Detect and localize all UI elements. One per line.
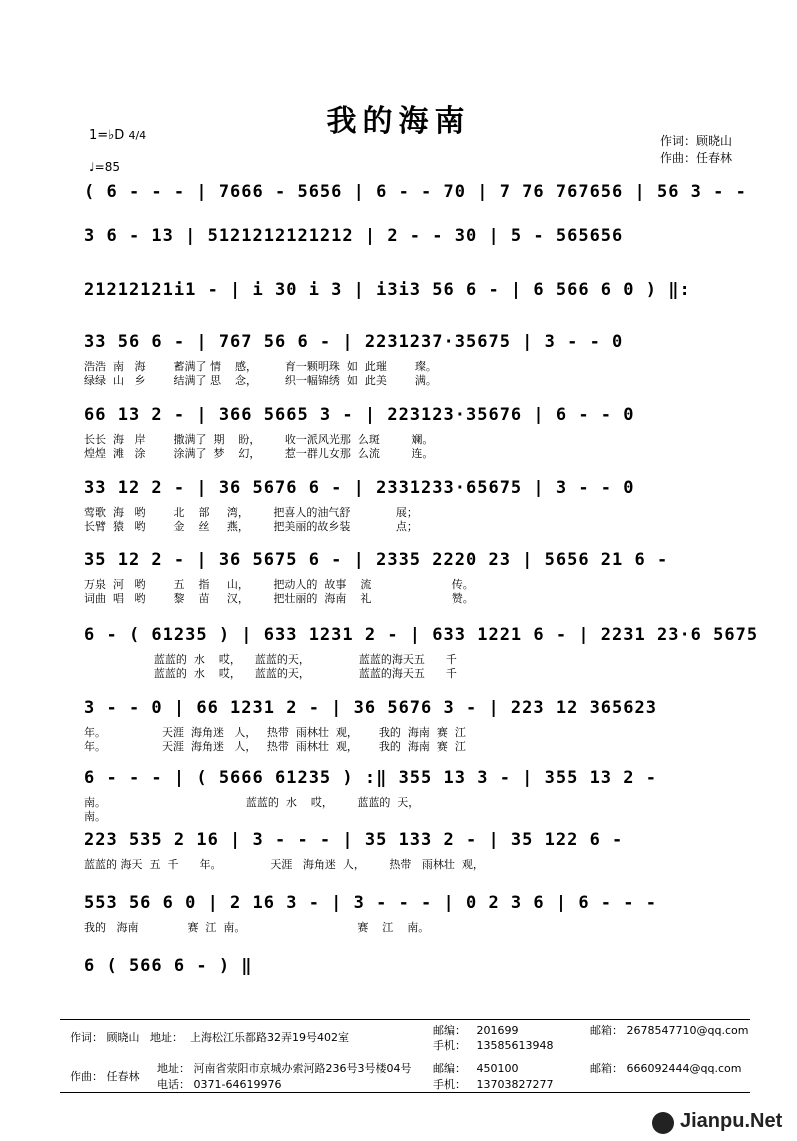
score-notes-line: 33 12 2 - | 36 5676 6 - | 2331233·65675 | 3 - - 0 (84, 478, 635, 498)
footer-zip: 201699 (476, 1024, 519, 1037)
watermark-logo-icon (652, 1112, 674, 1134)
time-signature: 4/4 (128, 129, 147, 142)
score-notes-line: 35 12 2 - | 36 5675 6 - | 2335 2220 23 | 5656 21 6 - (84, 550, 669, 570)
footer-label: 作词： (70, 1031, 103, 1044)
key-signature (89, 128, 146, 143)
footer-zip-label: 邮编： (433, 1062, 466, 1075)
lyric-line: 莺歌 海 哟 北 部 湾， 把喜人的油气舒 展； (84, 506, 418, 519)
footer-phone-1 (433, 1037, 553, 1053)
score-notes-line: 553 56 6 0 | 2 16 3 - | 3 - - - | 0 2 3 6 | 6 - - - (84, 893, 657, 913)
lyric-line: 词曲 唱 哟 黎 苗 汉， 把壮丽的 海南 礼 赞。 (84, 592, 474, 605)
lyric-line: 绿绿 山 乡 结满了 思 念， 织一幅锦绣 如 此美 满。 (84, 374, 437, 387)
footer-addr-label: 地址： (150, 1031, 183, 1044)
footer-addr-2 (157, 1060, 412, 1076)
score-notes-line: 3 6 - 13 | 5121212121212 | 2 - - 30 | 5 - 565656 (84, 226, 624, 246)
score-notes-line: 66 13 2 - | 366 5665 3 - | 223123·35676 | 6 - - 0 (84, 405, 635, 425)
footer-zip-2 (433, 1060, 519, 1076)
lyric-line: 煌煌 滩 涂 涂满了 梦 幻， 惹一群儿女那 么流 连。 (84, 447, 434, 460)
footer-label: 作曲： (70, 1070, 103, 1083)
lyric-line: 我的 海南 赛 江 南。 赛 江 南。 (84, 921, 430, 934)
footer-zip-label: 邮编： (433, 1024, 466, 1037)
score-notes-line: 21212121i1 - | i 30 i 3 | i3i3 56 6 - | 6 566 6 0 ) ‖: (84, 280, 691, 300)
lyric-line: 长长 海 岸 撒满了 期 盼， 收一派风光那 么斑 斓。 (84, 433, 434, 446)
page-title: 我的海南 (326, 104, 471, 139)
tempo-marking: ♩=85 (89, 160, 120, 174)
score-notes-line: 3 - - 0 | 66 1231 2 - | 36 5676 3 - | 223 12 365623 (84, 698, 657, 718)
footer-tel-label: 电话： (157, 1078, 190, 1091)
watermark-text: Jianpu.Net (680, 1110, 783, 1132)
footer-composer (70, 1068, 140, 1084)
lyric-line: 长臂 猿 哟 金 丝 燕， 把美丽的故乡装 点； (84, 520, 418, 533)
score-notes-line: 6 ( 566 6 - ) ‖ (84, 956, 253, 976)
score-notes-line: 6 - - - | ( 5666 61235 ) :‖ 355 13 3 - | 355 13 2 - (84, 768, 657, 788)
lyricist-credit: 作词：顾晓山 (660, 134, 733, 148)
lyric-line: 年。 天涯 海角迷 人， 热带 雨林壮 观， 我的 海南 赛 江 (84, 740, 466, 753)
footer-zip-1 (433, 1022, 519, 1038)
footer-email-label: 邮箱： (590, 1062, 623, 1075)
lyric-line: 蓝蓝的 水 哎， 蓝蓝的天， 蓝蓝的海天五 千 (84, 667, 457, 680)
footer-phone: 13703827277 (476, 1078, 554, 1091)
footer-addr-label: 地址： (157, 1062, 190, 1075)
footer-email: 2678547710@qq.com (626, 1024, 749, 1037)
footer-phone-label: 手机： (433, 1039, 466, 1052)
key-label: 1=♭D (89, 128, 125, 143)
lyric-line: 南。 (84, 810, 106, 823)
footer-phone-label: 手机： (433, 1078, 466, 1091)
lyric-line: 浩浩 南 海 蓄满了 情 感， 育一颗明珠 如 此璀 璨。 (84, 360, 437, 373)
footer-tel-2 (157, 1076, 281, 1092)
footer-phone: 13585613948 (476, 1039, 554, 1052)
lyric-line: 南。 蓝蓝的 水 哎， 蓝蓝的 天， (84, 796, 420, 809)
lyric-line: 蓝蓝的 水 哎， 蓝蓝的天， 蓝蓝的海天五 千 (84, 653, 457, 666)
footer-name: 任春林 (106, 1070, 140, 1083)
footer-zip: 450100 (476, 1062, 519, 1075)
footer-lyricist (70, 1029, 349, 1045)
footer-addr: 上海松江乐都路32弄19号402室 (190, 1031, 349, 1044)
footer-email-2 (590, 1060, 741, 1076)
score-notes-line: 6 - ( 61235 ) | 633 1231 2 - | 633 1221 6 - | 2231 23·6 5675 (84, 625, 759, 645)
footer-email: 666092444@qq.com (626, 1062, 742, 1075)
composer-credit: 作曲：任春林 (660, 151, 733, 165)
footer-phone-2 (433, 1076, 553, 1092)
footer-addr: 河南省荥阳市京城办索河路236号3号楼04号 (193, 1062, 412, 1075)
lyric-line: 年。 天涯 海角迷 人， 热带 雨林壮 观， 我的 海南 赛 江 (84, 726, 466, 739)
lyric-line: 蓝蓝的 海天 五 千 年。 天涯 海角迷 人， 热带 雨林壮 观， (84, 858, 484, 871)
lyric-line: 万泉 河 哟 五 指 山， 把动人的 故事 流 传。 (84, 578, 474, 591)
footer-tel: 0371-64619976 (193, 1078, 282, 1091)
footer-name: 顾晓山 (106, 1031, 140, 1044)
score-notes-line: 33 56 6 - | 767 56 6 - | 2231237·35675 | 3 - - 0 (84, 332, 624, 352)
footer-email-label: 邮箱： (590, 1024, 623, 1037)
score-notes-line: 223 535 2 16 | 3 - - - | 35 133 2 - | 35 122 6 - (84, 830, 624, 850)
score-notes-line: ( 6 - - - | 7666 - 5656 | 6 - - 70 | 7 76 767656 | 56 3 - - (84, 182, 747, 202)
footer-email-1 (590, 1022, 748, 1038)
